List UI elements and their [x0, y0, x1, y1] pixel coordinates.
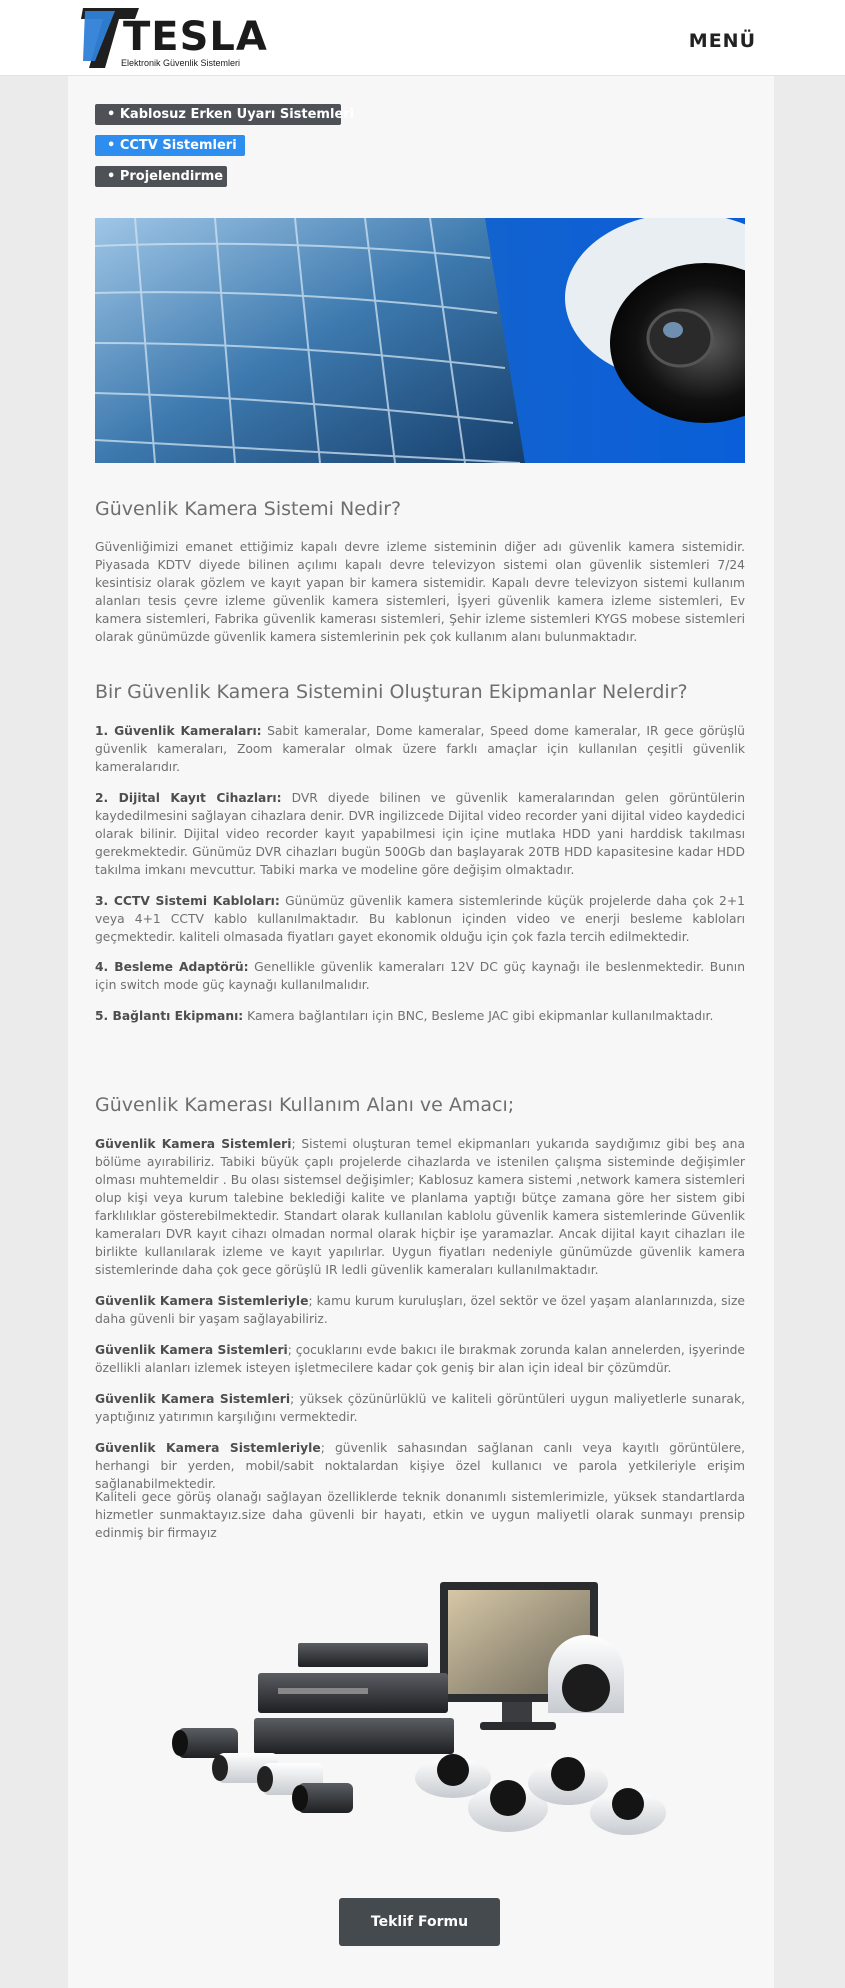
section-title-what-is: Güvenlik Kamera Sistemi Nedir?: [95, 498, 402, 520]
equipment-item-5: [95, 1007, 745, 1025]
equipment-label: 1. Güvenlik Kameraları:: [95, 724, 262, 738]
equipment-item-2: [95, 789, 745, 879]
logo-text: TESLA: [123, 14, 268, 60]
equipment-text: Sabit kameralar, Dome kameralar, Speed dome kameralar, IR gece görüşlü güvenlik kameraları, Zoom kameralar olmak üzere farklı amaçlar için kullanılan çeşitli güvenlik kameralarıdır.: [95, 724, 745, 774]
category-links: [95, 104, 355, 197]
equipment-label: 5. Bağlantı Ekipmanı:: [95, 1009, 244, 1023]
cctv-products-illustration: [158, 1578, 668, 1858]
logo[interactable]: [81, 6, 271, 70]
tag-kablosuz-erken-uyari[interactable]: • Kablosuz Erken Uyarı Sistemleri: [95, 104, 341, 125]
usage-label: Güvenlik Kamera Sistemleri: [95, 1392, 291, 1406]
section-title-usage: Güvenlik Kamerası Kullanım Alanı ve Amacı;: [95, 1094, 515, 1116]
usage-text: ; yüksek çözünürlüklü ve kaliteli görüntüleri uygun maliyetlerle sunarak, yaptığınız yatırımın karşılığını vermektedir.: [95, 1392, 745, 1424]
logo-subtitle: Elektronik Güvenlik Sistemleri: [121, 58, 241, 68]
usage-label: Güvenlik Kamera Sistemleri: [95, 1137, 292, 1151]
usage-para-5: [95, 1439, 745, 1493]
usage-para-3: [95, 1341, 745, 1377]
equipment-text: Genellikle güvenlik kameraları 12V DC güç kaynağı ile beslenmektedir. Bunın için switch mode güç kaynağı kullanılmalıdır.: [95, 960, 746, 992]
tag-projelendirme[interactable]: • Projelendirme: [95, 166, 227, 187]
section1-text: Güvenliğimizi emanet ettiğimiz kapalı devre izleme sisteminin diğer adı güvenlik kamera sistemidir. Piyasada KDTV diyede bilinen açılımı kapalı devre televizyon sistemi olan güvenlik sistemleri 7/24 kesintisiz olarak gözlem ve kayıt yapan bir kamera sistemidir. Kapalı devre televizyon sistemi kullanım alanları tesis çevre izleme güvenlik kamera sistemleri, İşyeri güvenlik kamera izleme sistemleri, Ev kamera sistemleri, Fabrika güvenlik kamerası sistemleri, Şehir izleme sistemleri KYGS mobese sistemleri olarak günümüzde güvenlik kamera sistemlerinin pek çok kullanım alanı bulunmaktadır.: [95, 540, 745, 644]
equipment-text: Kamera bağlantıları için BNC, Besleme JAC gibi ekipmanlar kullanılmaktadır.: [243, 1009, 714, 1023]
usage-text: ; çocuklarını evde bakıcı ile bırakmak zorunda kalan annelerden, işyerinde özellikli alanları izlemek isteyen işletmecilere kadar çok geniş bir alan için ideal bir çözümdür.: [95, 1343, 745, 1375]
building-camera-illustration: [95, 218, 745, 463]
usage-para-2: [95, 1292, 745, 1328]
usage-para-4: [95, 1390, 745, 1426]
equipment-item-1: [95, 722, 745, 776]
hero-image: [95, 218, 745, 463]
teklif-formu-button[interactable]: Teklif Formu: [339, 1898, 500, 1946]
products-image: [158, 1578, 668, 1858]
menu-button[interactable]: MENÜ: [688, 30, 756, 52]
equipment-item-4: [95, 958, 745, 994]
usage-text: ; güvenlik sahasından sağlanan canlı veya kayıtlı görüntülere, herhangi bir yerden, mobil/sabit noktalardan kişiye özel kullanıcı ve parola yetkileriyle erişim sağlanabilmektedir.: [95, 1441, 745, 1491]
usage-para-1: [95, 1135, 745, 1279]
site-header: [0, 0, 845, 76]
section-title-equipment: Bir Güvenlik Kamera Sistemini Oluşturan Ekipmanlar Nelerdir?: [95, 681, 688, 703]
equipment-label: 4. Besleme Adaptörü:: [95, 960, 249, 974]
usage-label: Güvenlik Kamera Sistemleriyle: [95, 1294, 309, 1308]
tag-cctv-sistemleri[interactable]: • CCTV Sistemleri: [95, 135, 245, 156]
equipment-label: 3. CCTV Sistemi Kabloları:: [95, 894, 280, 908]
usage-text: ; Sistemi oluşturan temel ekipmanları yukarıda saydığımız gibi beş ana bölüme ayırabiliriz. Tabiki büyük çaplı projelerde cihazlarda ve istenilen çalışma sisteminde değişimler olması muhtemeldir . Bu olası sistemsel değişimler; Kablosuz kamera sistemi ,network kamera sistemleri olup kişi veya kurum talebine beklediği kalite ve planlama yaptığı bütçe zamana göre her sistem gibi farklılıklar gösterebilmektedir. Standart olarak kullanılan kablolu güvenlik kamera sistemlerinde Güvenlik kameraları DVR kayıt cihazı olmadan normal olarak hiçbir işe yaramazlar. Ancak dijital kayıt cihazları ile birlikte kullanılarak izleme ve kayıt yapılırlar. Uygun fiyatları nedeniyle günümüzde güvenlik kamera sistemlerinde daha çok gece görüşlü IR ledli güvenlik kameraları kullanılmaktadır.: [95, 1137, 745, 1277]
equipment-item-3: [95, 892, 745, 946]
equipment-label: 2. Dijital Kayıt Cihazları:: [95, 791, 282, 805]
closing-text: Kaliteli gece görüş olanağı sağlayan özelliklerde teknik donanımlı sistemlerimizle, yüksek standartlarda hizmetler sunmaktayız.size daha güvenli bir hayatı, etkin ve uygun maliyetli olarak sunmayı prensip edinmiş bir firmayız: [95, 1490, 745, 1540]
equipment-text: Günümüz güvenlik kamera sistemlerinde küçük projelerde daha çok 2+1 veya 4+1 CCTV kablo kullanılmaktadır. Bu kablonun içinden video ve enerji besleme kabloları geçmektedir. kaliteli olmasada fiyatları gayet ekonomik olduğu için çok fazla tercih edilmektedir.: [95, 894, 745, 944]
usage-label: Güvenlik Kamera Sistemleriyle: [95, 1441, 321, 1455]
equipment-text: DVR diyede bilinen ve güvenlik kameralarından gelen görüntülerin kaydedilmesini sağlayan cihazlara denir. DVR ingilizcede Dijital video recorder yani dijital video kaydedici olarak bilinir. Dijital video recorder kayıt yapabilmesi için içine mutlaka HDD yani harddisk takılması gerekmektedir. Günümüz DVR cihazları bugün 500Gb dan başlayarak 20TB HDD kapasitesine kadar HDD takılma imkanı mevcuttur. Tabiki marka ve modeline göre değişim olmaktadır.: [95, 791, 745, 877]
usage-text: ; kamu kurum kuruluşları, özel sektör ve özel yaşam alanlarınızda, size daha güvenli bir yaşam sağlayabiliriz.: [95, 1294, 745, 1326]
usage-label: Güvenlik Kamera Sistemleri: [95, 1343, 288, 1357]
